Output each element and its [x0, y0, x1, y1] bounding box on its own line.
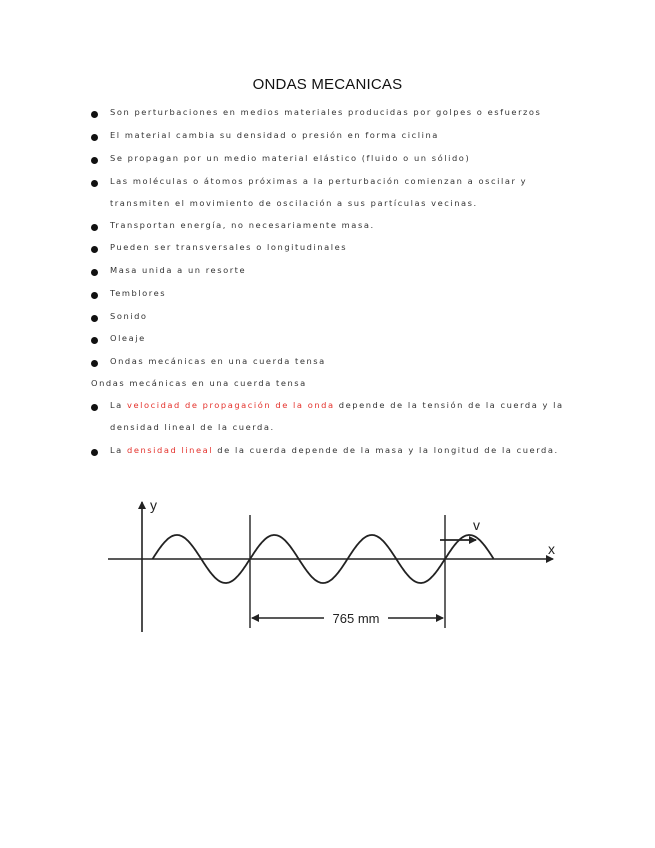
bullet-dot	[91, 246, 98, 253]
list-item-text: Oleaje	[110, 333, 146, 343]
bullet-dot	[91, 134, 98, 141]
list-item	[0, 105, 655, 125]
bullet-dot	[91, 157, 98, 164]
highlight-text: velocidad de propagación de la onda	[127, 400, 335, 410]
list-item-text: Se propagan por un medio material elástico (fluido o un sólido)	[110, 153, 471, 163]
x-axis-label: x	[548, 541, 555, 557]
list-item-text: Temblores	[110, 288, 167, 298]
list-item	[0, 398, 655, 418]
list-item-text	[110, 445, 559, 455]
bullet-dot	[91, 360, 98, 367]
bullet-dot	[91, 404, 98, 411]
list-item-text: transmiten el movimiento de oscilación a sus partículas vecinas.	[110, 198, 478, 208]
subheading-text: Ondas mecánicas en una cuerda tensa	[91, 378, 307, 388]
list-item	[0, 286, 655, 306]
list-item-text: Son perturbaciones en medios materiales producidas por golpes o esfuerzos	[110, 107, 542, 117]
list-item-continuation	[0, 420, 655, 440]
wavelength-label: 765 mm	[332, 611, 380, 626]
list-item	[0, 263, 655, 283]
list-item-text: Pueden ser transversales o longitudinales	[110, 242, 348, 252]
list-item-text: densidad lineal de la cuerda.	[110, 422, 275, 432]
bullet-dot	[91, 449, 98, 456]
text-run: de la cuerda depende de la masa y la longitud de la cuerda.	[213, 445, 559, 455]
bullet-dot	[91, 111, 98, 118]
text-run: La	[110, 400, 127, 410]
y-axis-label: y	[150, 497, 157, 513]
list-item	[0, 443, 655, 463]
list-item-continuation	[0, 196, 655, 216]
highlight-text: densidad lineal	[127, 445, 214, 455]
list-item	[0, 354, 655, 374]
list-item-text: Sonido	[110, 311, 148, 321]
list-item	[0, 218, 655, 238]
list-item-text: Transportan energía, no necesariamente masa.	[110, 220, 375, 230]
list-item-text	[110, 400, 564, 410]
list-item	[0, 331, 655, 351]
page-title: ONDAS MECANICAS	[252, 76, 403, 93]
bullet-dot	[91, 224, 98, 231]
bullet-dot	[91, 180, 98, 187]
list-item-text: Masa unida a un resorte	[110, 265, 247, 275]
text-run: La	[110, 445, 127, 455]
list-item	[0, 240, 655, 260]
list-item-text: Las moléculas o átomos próximas a la perturbación comienzan a oscilar y	[110, 176, 528, 186]
list-item	[0, 174, 655, 194]
subheading	[0, 376, 655, 396]
list-item-text: El material cambia su densidad o presión en forma ciclina	[110, 130, 439, 140]
bullet-dot	[91, 269, 98, 276]
list-item-text: Ondas mecánicas en una cuerda tensa	[110, 356, 326, 366]
bullet-dot	[91, 337, 98, 344]
list-item	[0, 128, 655, 148]
list-item	[0, 151, 655, 171]
wave-figure	[0, 480, 655, 650]
velocity-label: v	[473, 517, 480, 533]
bullet-dot	[91, 315, 98, 322]
list-item	[0, 309, 655, 329]
bullet-dot	[91, 292, 98, 299]
text-run: depende de la tensión de la cuerda y la	[334, 400, 564, 410]
